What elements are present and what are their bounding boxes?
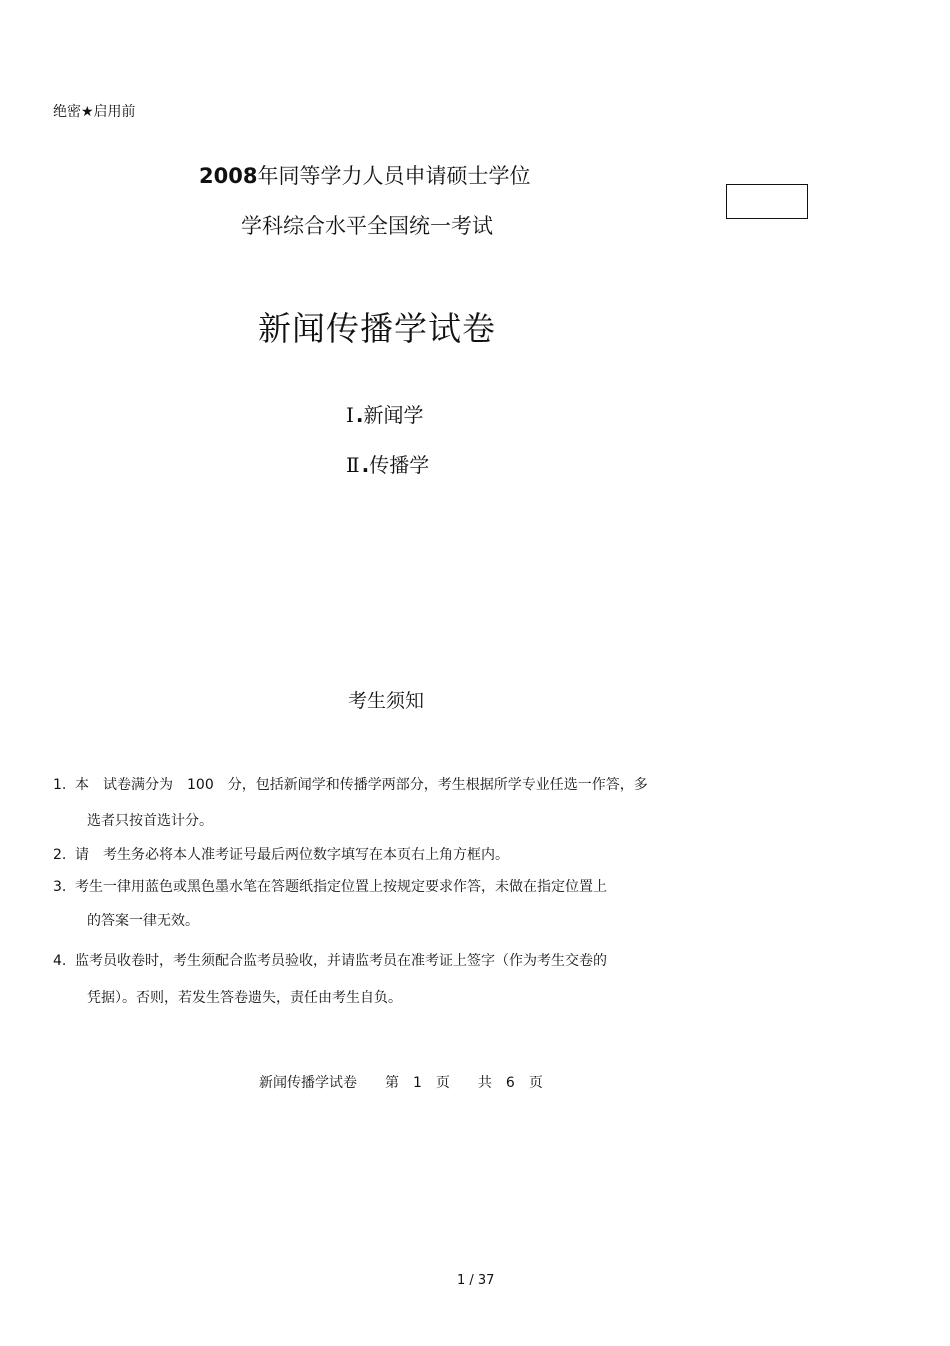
- page-counter: 1 / 37: [457, 1273, 495, 1288]
- section-numeral: Ⅱ: [346, 453, 360, 477]
- rule-text: 考生一律用蓝色或黑色墨水笔在答题纸指定位置上按规定要求作答，未做在指定位置上: [75, 879, 607, 895]
- notice-heading: 考生须知: [348, 690, 425, 712]
- notice-rule-3: [53, 876, 607, 896]
- rule-number: 4.: [53, 953, 67, 969]
- rule-text: 监考员收卷时，考生须配合监考员验收，并请监考员在准考证上签字（作为考生交卷的: [75, 953, 607, 969]
- notice-rule-4-continuation: 凭据）。否则，若发生答卷遗失，责任由考生自负。: [87, 990, 402, 1006]
- exam-title-line1-text: 年同等学力人员申请硕士学位: [257, 164, 531, 188]
- notice-rule-1: [53, 774, 648, 794]
- confidentiality-label: 绝密★启用前: [53, 104, 136, 120]
- rule-number: 1.: [53, 777, 67, 793]
- exam-title-line2: 学科综合水平全国统一考试: [241, 214, 493, 238]
- notice-rule-2: [53, 844, 509, 864]
- notice-rule-1-continuation: 选者只按首选计分。: [87, 813, 213, 829]
- rule-number: 2.: [53, 847, 67, 863]
- rule-text: 本 试卷满分为 100 分，包括新闻学和传播学两部分，考生根据所学专业任选一作答，多: [75, 777, 648, 793]
- page-footer: 新闻传播学试卷 第 1 页 共 6 页: [259, 1075, 543, 1091]
- notice-rule-4: [53, 950, 607, 970]
- paper-title: 新闻传播学试卷: [258, 309, 496, 348]
- section-label: 传播学: [369, 453, 430, 477]
- exam-year: 2008: [199, 164, 258, 188]
- section-numeral: Ⅰ: [346, 403, 354, 427]
- rule-number: 3.: [53, 879, 67, 895]
- section-label: 新闻学: [363, 403, 424, 427]
- section-journalism: Ⅰ .新闻学: [346, 403, 424, 427]
- notice-rule-3-continuation: 的答案一律无效。: [87, 913, 199, 929]
- rule-text: 请 考生务必将本人准考证号最后两位数字填写在本页右上角方框内。: [75, 847, 509, 863]
- candidate-code-box: [726, 184, 808, 219]
- exam-title-line1: [199, 160, 530, 190]
- section-communication: Ⅱ .传播学: [346, 453, 430, 477]
